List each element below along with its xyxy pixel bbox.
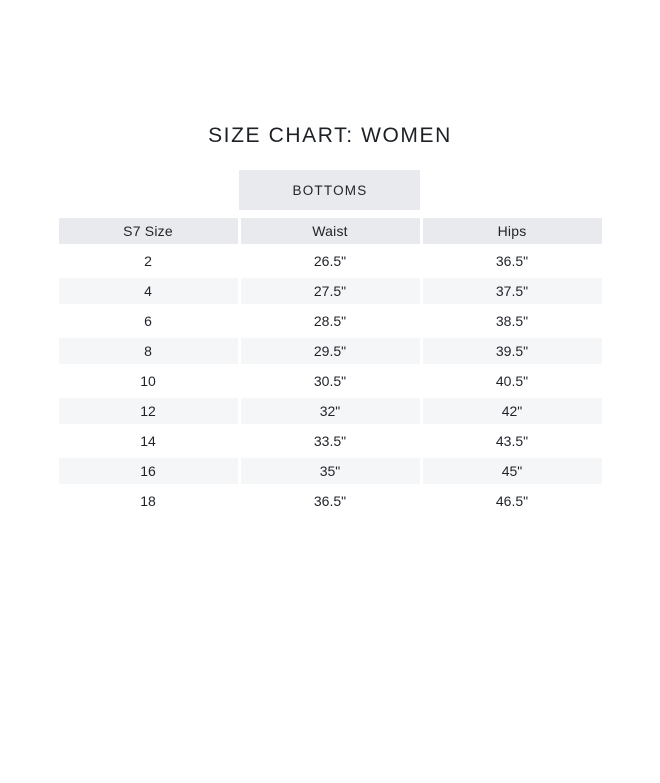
table-row	[59, 368, 602, 394]
table-cell: 38.5"	[423, 308, 602, 334]
table-cell: 2	[59, 248, 238, 274]
table-row	[59, 278, 602, 304]
table-cell: 35"	[241, 458, 420, 484]
table-cell: 33.5"	[241, 428, 420, 454]
column-header-size: S7 Size	[59, 218, 238, 244]
table-cell: 26.5"	[241, 248, 420, 274]
table-cell: 27.5"	[241, 278, 420, 304]
table-row	[59, 488, 602, 514]
table-cell: 12	[59, 398, 238, 424]
table-cell: 37.5"	[423, 278, 602, 304]
page-title: SIZE CHART: WOMEN	[208, 124, 452, 147]
table-row	[59, 428, 602, 454]
column-header-hips: Hips	[423, 218, 602, 244]
table-cell: 36.5"	[423, 248, 602, 274]
table-cell: 30.5"	[241, 368, 420, 394]
table-header-row	[59, 218, 602, 244]
table-cell: 39.5"	[423, 338, 602, 364]
column-header-waist: Waist	[241, 218, 420, 244]
table-row	[59, 458, 602, 484]
table-cell: 8	[59, 338, 238, 364]
table-cell: 4	[59, 278, 238, 304]
table-cell: 46.5"	[423, 488, 602, 514]
size-table	[56, 214, 605, 518]
table-cell: 40.5"	[423, 368, 602, 394]
table-cell: 36.5"	[241, 488, 420, 514]
table-cell: 14	[59, 428, 238, 454]
table-cell: 28.5"	[241, 308, 420, 334]
table-cell: 10	[59, 368, 238, 394]
category-header-bottoms: BOTTOMS	[239, 170, 420, 210]
table-cell: 6	[59, 308, 238, 334]
table-cell: 29.5"	[241, 338, 420, 364]
table-cell: 16	[59, 458, 238, 484]
size-chart-container	[59, 170, 602, 518]
table-cell: 18	[59, 488, 238, 514]
size-table-body	[59, 248, 602, 514]
table-row	[59, 308, 602, 334]
table-cell: 43.5"	[423, 428, 602, 454]
table-row	[59, 248, 602, 274]
table-row	[59, 398, 602, 424]
table-cell: 32"	[241, 398, 420, 424]
table-cell: 42"	[423, 398, 602, 424]
table-row	[59, 338, 602, 364]
table-cell: 45"	[423, 458, 602, 484]
